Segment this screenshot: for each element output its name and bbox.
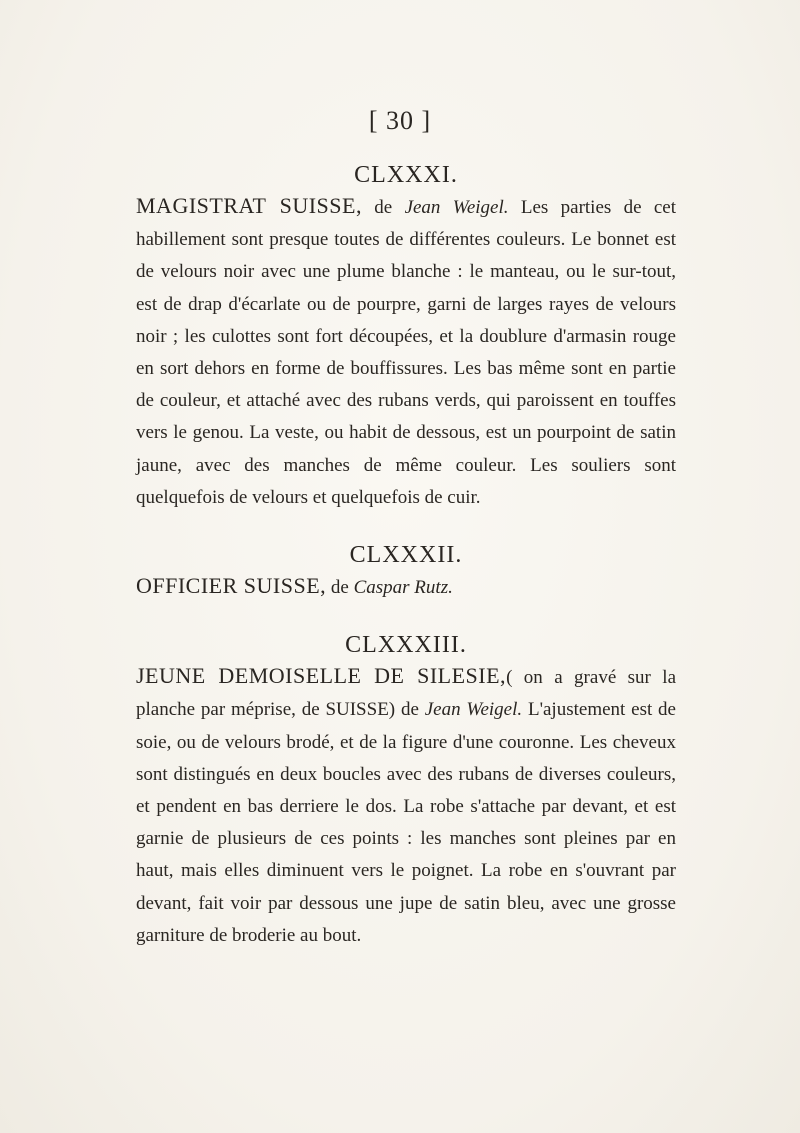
- text-body: [136, 160, 676, 952]
- entry: [136, 630, 676, 952]
- entry-number: CLXXXII.: [349, 542, 463, 569]
- entry-paragraph: [136, 190, 676, 514]
- entry-artist: Jean Weigel.: [424, 699, 523, 721]
- entry-connector: de: [326, 577, 354, 599]
- entry-artist: Jean Weigel.: [404, 197, 509, 218]
- entry-number: CLXXXI.: [354, 162, 458, 188]
- entry: [136, 540, 676, 604]
- entry-number: CLXXXIII.: [345, 632, 467, 659]
- entry-paragraph: [136, 570, 676, 604]
- entry-connector: de: [395, 699, 425, 721]
- entry: [136, 160, 676, 514]
- entry-title: JEUNE DEMOISELLE DE SILESIE,: [136, 663, 507, 689]
- entry-title: OFFICIER SUISSE,: [136, 573, 327, 599]
- entry-description: L'ajustement est de soie, ou de velours brodé, et de la figure d'une couronne. Les cheveux sont distingués en deux boucles avec des rubans de diverses couleurs, et pendent en bas derriere le dos. La robe s'attache par devant, et est garnie de plusieurs de ces points : les manches sont pleines par en haut, mais elles diminuent vers le poignet. La robe en s'ouvrant par devant, fait voir par dessous une jupe de satin bleu, avec une grosse garniture de broderie au bout.: [136, 699, 676, 946]
- entry-description: Les parties de cet habillement sont presque toutes de différentes couleurs. Le bonnet est de velours noir avec une plume blanche : le manteau, ou le sur-tout, est de drap d'écarlate ou de pourpre, garni de larges rayes de velours noir ; les culottes sont fort découpées, et la doublure d'armasin rouge en sort dehors en forme de bouffissures. Les bas même sont en partie de couleur, et attaché avec des rubans verds, qui paroissent en touffes vers le genou. La veste, ou habit de dessous, est un pourpoint de satin jaune, avec des manches de même couleur. Les souliers sont quelquefois de velours et quelquefois de cuir.: [136, 197, 677, 508]
- page-number: [ 30 ]: [368, 106, 432, 135]
- entry-note: ( on a gravé sur la planche par méprise, de SUISSE): [136, 667, 676, 721]
- entry-connector: de: [361, 197, 405, 218]
- entry-title: MAGISTRAT SUISSE,: [136, 193, 362, 218]
- entry-artist: Caspar Rutz.: [353, 577, 453, 599]
- entry-paragraph: [136, 660, 676, 952]
